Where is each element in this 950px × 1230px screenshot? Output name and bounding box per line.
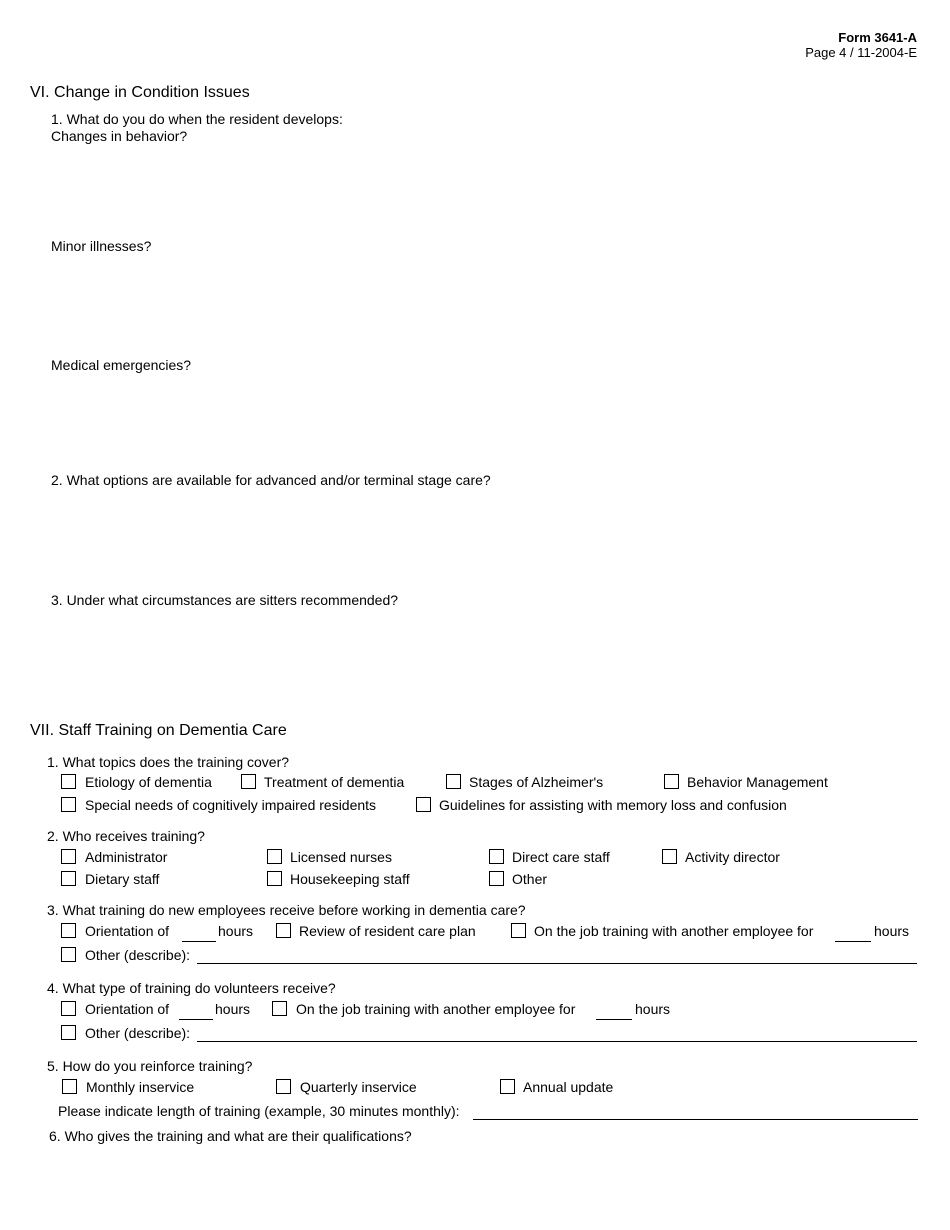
option-stages: Stages of Alzheimer's <box>469 774 604 790</box>
option-activity-director: Activity director <box>685 849 780 865</box>
vol-orientation-hours-label: hours <box>215 1001 251 1017</box>
training-length-field[interactable] <box>473 1118 918 1120</box>
vol-other-field[interactable] <box>197 1040 917 1042</box>
checkbox-stages[interactable] <box>446 774 461 789</box>
option-quarterly: Quarterly inservice <box>300 1079 417 1095</box>
checkbox-dietary[interactable] <box>61 871 76 886</box>
option-special-needs: Special needs of cognitively impaired residents <box>85 797 377 813</box>
checkbox-vol-other[interactable] <box>61 1025 76 1040</box>
new-ojt-label: On the job training with another employee for <box>534 923 814 939</box>
s7-question-1: 1. What topics does the training cover? <box>47 754 290 770</box>
vol-ojt-hours-field[interactable] <box>596 1018 632 1020</box>
option-licensed-nurses: Licensed nurses <box>290 849 392 865</box>
checkbox-review-care-plan[interactable] <box>276 923 291 938</box>
s6-q1-behavior: Changes in behavior? <box>51 128 188 144</box>
option-behavior-management: Behavior Management <box>687 774 828 790</box>
checkbox-treatment[interactable] <box>241 774 256 789</box>
s6-q1-emergency: Medical emergencies? <box>51 357 192 373</box>
checkbox-administrator[interactable] <box>61 849 76 864</box>
new-ojt-hours-label: hours <box>874 923 910 939</box>
s7-question-6: 6. Who gives the training and what are their qualifications? <box>49 1128 412 1144</box>
s6-question-2: 2. What options are available for advanced and/or terminal stage care? <box>51 472 491 488</box>
checkbox-etiology[interactable] <box>61 774 76 789</box>
checkbox-activity-director[interactable] <box>662 849 677 864</box>
s6-question-1: 1. What do you do when the resident develops: <box>51 111 343 127</box>
s6-question-3: 3. Under what circumstances are sitters recommended? <box>51 592 399 608</box>
s7-question-4: 4. What type of training do volunteers receive? <box>47 980 336 996</box>
checkbox-other-staff[interactable] <box>489 871 504 886</box>
s7-question-2: 2. Who receives training? <box>47 828 205 844</box>
checkbox-new-other[interactable] <box>61 947 76 962</box>
option-etiology: Etiology of dementia <box>85 774 212 790</box>
option-treatment: Treatment of dementia <box>264 774 405 790</box>
vol-ojt-label: On the job training with another employee for <box>296 1001 576 1017</box>
s6-q1-minor: Minor illnesses? <box>51 238 152 254</box>
option-administrator: Administrator <box>85 849 168 865</box>
s7-question-3: 3. What training do new employees receive before working in dementia care? <box>47 902 526 918</box>
option-annual: Annual update <box>523 1079 614 1095</box>
checkbox-new-ojt[interactable] <box>511 923 526 938</box>
checkbox-housekeeping[interactable] <box>267 871 282 886</box>
option-guidelines: Guidelines for assisting with memory loss and confusion <box>439 797 787 813</box>
checkbox-behavior-management[interactable] <box>664 774 679 789</box>
vol-ojt-hours-label: hours <box>635 1001 671 1017</box>
new-orientation-hours-label: hours <box>218 923 254 939</box>
checkbox-licensed-nurses[interactable] <box>267 849 282 864</box>
form-number: Form 3641-A <box>838 30 917 45</box>
training-length-label: Please indicate length of training (example, 30 minutes monthly): <box>58 1103 460 1119</box>
vol-other-label: Other (describe): <box>85 1025 191 1041</box>
review-care-plan-label: Review of resident care plan <box>299 923 476 939</box>
vol-orientation-hours-field[interactable] <box>179 1018 213 1020</box>
new-other-label: Other (describe): <box>85 947 191 963</box>
section-7-title: VII. Staff Training on Dementia Care <box>30 722 287 739</box>
page-info: Page 4 / 11-2004-E <box>805 45 917 60</box>
checkbox-monthly[interactable] <box>62 1079 77 1094</box>
checkbox-guidelines[interactable] <box>416 797 431 812</box>
option-other-staff: Other <box>512 871 548 887</box>
option-direct-care: Direct care staff <box>512 849 610 865</box>
checkbox-quarterly[interactable] <box>276 1079 291 1094</box>
option-housekeeping: Housekeeping staff <box>290 871 410 887</box>
new-orientation-hours-field[interactable] <box>182 940 216 942</box>
checkbox-direct-care[interactable] <box>489 849 504 864</box>
option-monthly: Monthly inservice <box>86 1079 195 1095</box>
checkbox-annual[interactable] <box>500 1079 515 1094</box>
checkbox-vol-orientation[interactable] <box>61 1001 76 1016</box>
s7-question-5: 5. How do you reinforce training? <box>47 1058 253 1074</box>
new-orientation-label: Orientation of <box>85 923 170 939</box>
checkbox-new-orientation[interactable] <box>61 923 76 938</box>
section-6-title: VI. Change in Condition Issues <box>30 84 250 101</box>
checkbox-special-needs[interactable] <box>61 797 76 812</box>
option-dietary: Dietary staff <box>85 871 160 887</box>
checkbox-vol-ojt[interactable] <box>272 1001 287 1016</box>
vol-orientation-label: Orientation of <box>85 1001 170 1017</box>
new-ojt-hours-field[interactable] <box>835 940 871 942</box>
new-other-field[interactable] <box>197 962 917 964</box>
